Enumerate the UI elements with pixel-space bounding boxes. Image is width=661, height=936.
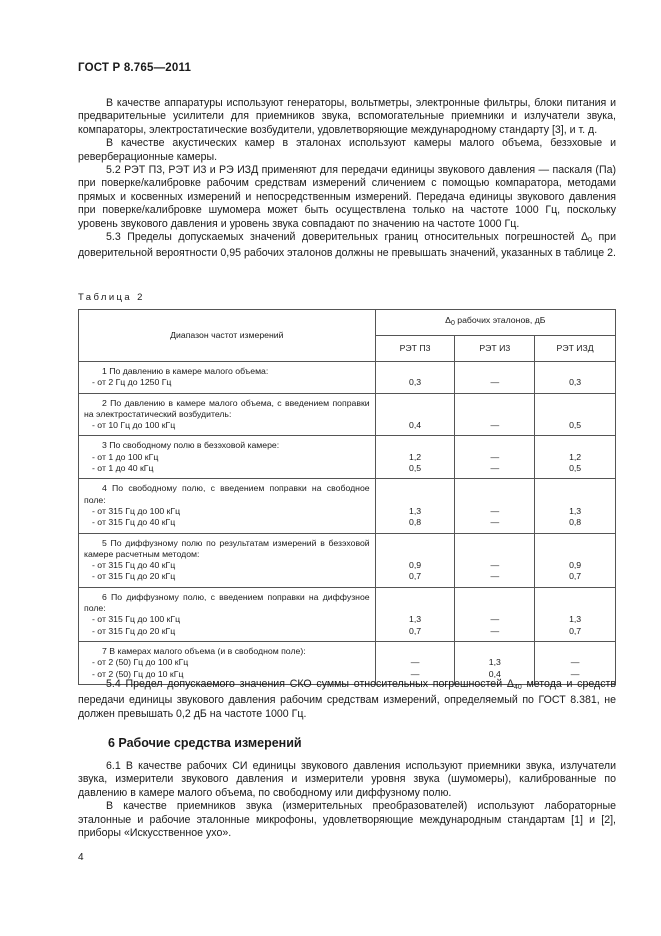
paragraph: В качестве приемников звука (измерительных преобразователей) используют лабораторные эталонные и рабочие эталонные микрофоны, удовлетворяющие международным стандартам [1] и [2], приборы «Искусственное ухо». (78, 800, 616, 840)
range-line: - от 315 Гц до 20 кГц (92, 571, 176, 582)
value: 0,8 (408, 517, 422, 528)
value: 0,4 (488, 668, 501, 679)
value: 0,5 (569, 463, 582, 474)
range-line: - от 315 Гц до 20 кГц (92, 625, 176, 636)
paragraph-5-4-block (78, 678, 616, 721)
value: 0,9 (569, 560, 582, 571)
value-cell (375, 479, 455, 533)
range-line: - от 315 Гц до 40 кГц (92, 560, 176, 571)
value: 1,2 (569, 451, 582, 462)
paragraph: В качестве акустических камер в эталонах используют камеры малого объема, безэховые и реверберационные камеры. (78, 137, 616, 163)
value: — (490, 571, 500, 582)
column-header-range: Диапазон частот измерений (79, 310, 376, 362)
value: 0,7 (569, 625, 582, 636)
value: — (490, 505, 500, 516)
value: 0,4 (408, 420, 422, 431)
value-cell (455, 436, 535, 479)
table-body (79, 362, 616, 685)
value-cell (455, 587, 535, 641)
range-title: 2 По давлению в камере малого объема, с введением поправки на электростатический возбудитель: (84, 397, 370, 419)
range-line: - от 1 до 100 кГц (92, 451, 159, 462)
paragraph-5-3: 5.3 Пределы допускаемых значений доверительных границ относительных погрешностей $\Delta_0$ при доверительной вероятности 0,95 рабочих эталонов должны не превышать значений, указанных в таблице 2. (78, 231, 616, 260)
value: 0,5 (408, 463, 422, 474)
value: — (490, 463, 500, 474)
range-title: 3 По свободному полю в безэховой камере: (102, 440, 280, 451)
range-line: - от 2 (50) Гц до 100 кГц (92, 657, 189, 668)
value-cell (375, 393, 455, 436)
table-row (79, 479, 616, 533)
value-cell (535, 393, 616, 436)
range-title: 6 По диффузному полю, с введением поправки на диффузное поле: (84, 591, 370, 614)
table-row (79, 436, 616, 479)
value-cell (455, 479, 535, 533)
section-title: 6 Рабочие средства измерений (108, 736, 302, 750)
value: 1,3 (569, 505, 582, 516)
value-cell (535, 587, 616, 641)
range-line: - от 315 Гц до 100 кГц (92, 614, 181, 625)
column-group-header: $\Delta_0$ рабочих эталонов, дБ (375, 310, 615, 336)
range-line: - от 2 (50) Гц до 10 кГц (92, 668, 184, 679)
table-row (79, 362, 616, 394)
table-row (79, 587, 616, 641)
range-cell (79, 533, 376, 587)
value: — (490, 560, 500, 571)
value: 1,3 (569, 614, 582, 625)
value-cell (455, 533, 535, 587)
range-line: - от 10 Гц до 100 кГц (92, 420, 176, 431)
column-header-ret-i3: РЭТ И3 (455, 336, 535, 362)
value: — (410, 668, 420, 679)
value: 1,2 (408, 451, 422, 462)
value: — (490, 517, 500, 528)
range-line: - от 315 Гц до 40 кГц (92, 517, 176, 528)
value: 1,3 (408, 614, 422, 625)
value-cell (375, 587, 455, 641)
value-cell (375, 436, 455, 479)
value: — (570, 668, 580, 679)
value-cell (375, 533, 455, 587)
value-cell (535, 479, 616, 533)
value: 0,3 (569, 377, 582, 388)
range-cell (79, 587, 376, 641)
value: 0,7 (569, 571, 582, 582)
table-row (79, 533, 616, 587)
paragraph: 6.1 В качестве рабочих СИ единицы звукового давления используют приемники звука, излучатели звука, измерители звукового давления и измерители уровня звука (шумомеры), калиброванные по давлению в камере малого объема, по свободному или диффузному полю. (78, 760, 616, 799)
value: — (490, 614, 500, 625)
value: 0,9 (408, 560, 422, 571)
value: 1,3 (408, 505, 422, 516)
value: 0,5 (569, 420, 582, 431)
value: 0,8 (569, 517, 582, 528)
column-header-ret-izd: РЭТ ИЗД (535, 336, 616, 362)
range-cell (79, 479, 376, 533)
range-cell (79, 362, 376, 394)
range-line: - от 1 до 40 кГц (92, 463, 154, 474)
page-number: 4 (78, 852, 84, 863)
range-line: - от 2 Гц до 1250 Гц (92, 377, 172, 388)
table-caption: Таблица 2 (78, 292, 145, 303)
range-title: 5 По диффузному полю по результатам измерений в безэховой камере расчетным методом: (84, 537, 370, 559)
range-title: 1 По давлению в камере малого объема: (102, 366, 269, 376)
paragraph-5-4: 5.4 Предел допускаемого значения СКО суммы относительных погрешностей $\Delta_{40}$ метода и средств передачи единицы звукового давления рабочим средствам измерений, определяемый по ГОСТ 8.381, не должен превышать 0,2 дБ на частоте 1000 Гц. (78, 678, 616, 720)
range-title: 4 По свободному полю, с введением поправки на свободное поле: (84, 483, 370, 505)
section-text (78, 760, 616, 840)
value: — (490, 420, 500, 431)
value: — (570, 657, 580, 668)
document-header: ГОСТ Р 8.765—2011 (78, 62, 192, 74)
value-cell (535, 533, 616, 587)
paragraph: 5.2 РЭТ П3, РЭТ И3 и РЭ ИЗД применяют для передачи единицы звукового давления — паскаля (Па) при поверке/калибровке рабочим средствам измерений сличением с помощью компаратора, методами прямых и косвенных измерений и непосредственным измерений. Передача единицы звукового давления при поверке/калибровке шумомера может быть осуществлена только на частоте 1000 Гц, поскольку уровень звукового давления и уровень звука совпадают по значению на частоте 1000 Гц. (78, 164, 616, 230)
value: 1,3 (488, 657, 501, 668)
value: 0,7 (408, 571, 422, 582)
range-cell (79, 393, 376, 436)
value: — (490, 377, 500, 388)
table-row (79, 393, 616, 436)
value: — (490, 625, 500, 636)
range-title: 7 В камерах малого объема (и в свободном поле): (102, 645, 306, 656)
value: 0,3 (408, 377, 422, 388)
intro-text (78, 97, 616, 261)
paragraph: В качестве аппаратуры используют генераторы, вольтметры, электронные фильтры, блоки питания и предварительные усилители для приемников звука, вспомогательные приемники и излучатели звука, компараторы, электростатические возбудители, удовлетворяющие международному стандарту [3], и т. д. (78, 97, 616, 136)
column-header-ret-p3: РЭТ П3 (375, 336, 455, 362)
value: — (410, 657, 420, 668)
value-cell (535, 436, 616, 479)
value-cell (535, 362, 616, 394)
range-cell (79, 436, 376, 479)
value-cell (375, 362, 455, 394)
value: 0,7 (408, 625, 422, 636)
value-cell (455, 362, 535, 394)
range-line: - от 315 Гц до 100 кГц (92, 505, 181, 516)
table-2 (78, 309, 616, 685)
value-cell (455, 393, 535, 436)
value: — (490, 451, 500, 462)
